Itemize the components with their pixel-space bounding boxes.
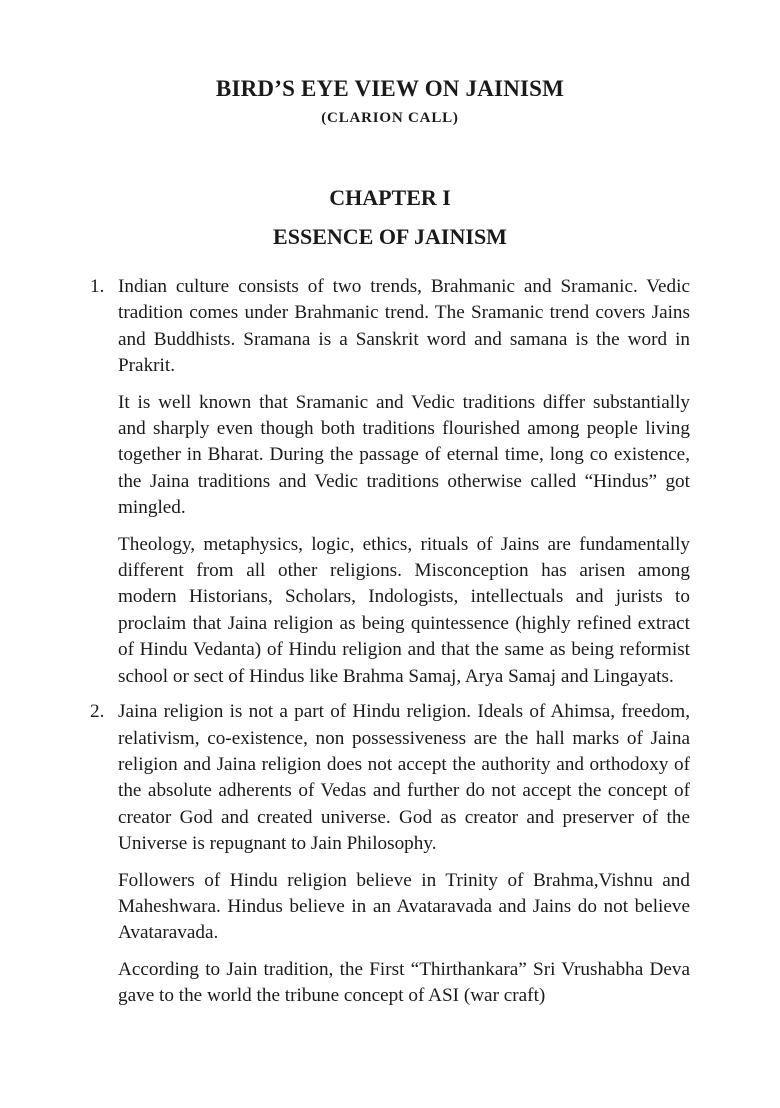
book-title: BIRD’S EYE VIEW ON JAINISM xyxy=(215,76,565,101)
numbered-section-1 xyxy=(90,274,690,690)
chapter-title: ESSENCE OF JAINISM xyxy=(273,224,507,249)
paragraph: According to Jain tradition, the First “Thirthankara” Sri Vrushabha Deva gave to the world the tribune concept of ASI (war craft) xyxy=(118,958,690,1007)
chapter-label: CHAPTER I xyxy=(329,185,451,210)
paragraph: It is well known that Sramanic and Vedic traditions differ substantially and sharply even though both traditions flourished among people living together in Bharat. During the passage of eternal time, long co existence, the Jaina traditions and Vedic traditions otherwise called “Hindus” got mingled. xyxy=(118,391,690,519)
book-subtitle: (CLARION CALL) xyxy=(321,110,459,126)
paragraph: Theology, metaphysics, logic, ethics, rituals of Jains are fundamentally different from all other religions. Misconception has arisen among modern Historians, Scholars, Indologists, intellectuals and jurists to proclaim that Jaina religion as being quintessence (highly refined extract of Hindu Vedanta) of Hindu religion and that the same as being reformist school or sect of Hindus like Brahma Samaj, Arya Samaj and Lingayats. xyxy=(118,533,690,687)
chapter-body xyxy=(90,274,690,1019)
section-number: 2. xyxy=(90,701,105,723)
paragraph: Followers of Hindu religion believe in Trinity of Brahma,Vishnu and Maheshwara. Hindus believe in an Avataravada and Jains do not believe Avataravada. xyxy=(118,869,690,944)
numbered-section-2 xyxy=(90,699,690,1009)
paragraph: Jaina religion is not a part of Hindu religion. Ideals of Ahimsa, freedom, relativism, co-existence, non possessiveness are the hall marks of Jaina religion and Jaina religion does not accept the authority and orthodoxy of the absolute adherents of Vedas and further do not accept the concept of creator God and created universe. God as creator and preserver of the Universe is repugnant to Jain Philosophy. xyxy=(118,701,690,855)
paragraph: Indian culture consists of two trends, Brahmanic and Sramanic. Vedic tradition comes under Brahmanic trend. The Sramanic trend covers Jains and Buddhists. Sramana is a Sanskrit word and samana is the word in Prakrit. xyxy=(118,276,690,377)
section-number: 1. xyxy=(90,276,105,297)
